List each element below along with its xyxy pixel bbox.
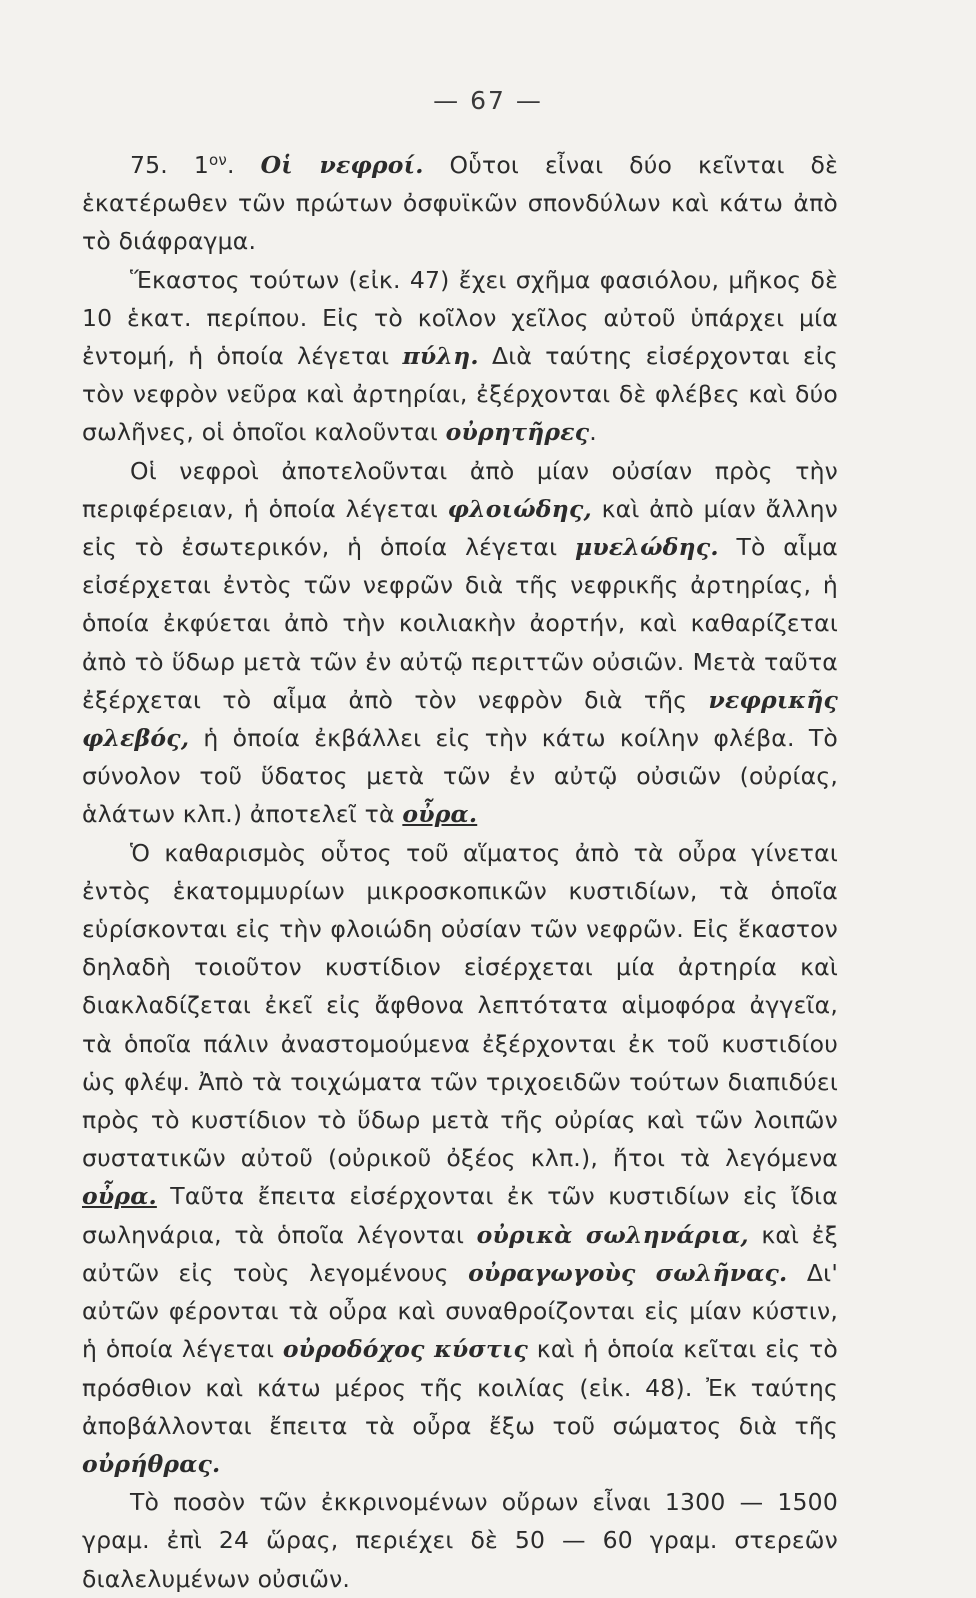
- term-oura-2: οὖρα.: [82, 1182, 157, 1211]
- section-number-dot: .: [227, 151, 261, 179]
- body-text: [82, 146, 838, 1598]
- text-span: Οὗτοι εἶναι δύο κεῖνται δὲ ἑκατέρωθεν τῶν πρώτων ὀσφυϊκῶν σπονδύλων καὶ κάτω ἀπὸ τὸ διάφραγμα.: [82, 151, 839, 256]
- text-span: .: [589, 418, 597, 447]
- text-span: Ταῦτα ἔπειτα εἰσέρχονται ἐκ τῶν κυστιδίων εἰς ἴδια σωληνάρια, τὰ ὁποῖα λέγονται: [82, 1182, 838, 1249]
- paragraph-kidney-structure: [82, 452, 838, 834]
- term-oureteres: οὐρητῆρες: [445, 418, 590, 447]
- text-span: Δι' αὐτῶν φέρονται τὰ οὖρα καὶ συναθροίζονται εἰς μίαν κύστιν, ἡ ὁποία λέγεται: [82, 1258, 838, 1364]
- term-renal-vein: νεφρικῆς φλεβός,: [82, 685, 838, 753]
- text-span: καὶ ἀπὸ μίαν ἄλλην εἰς τὸ ἐσωτερικόν, ἡ ὁποία λέγεται: [82, 494, 838, 562]
- ordinal-suffix: ον: [209, 151, 228, 169]
- text-span: Τὸ ποσὸν τῶν ἐκκρινομένων οὔρων εἶναι 1300 — 1500 γραμ. ἐπὶ 24 ὥρας, περιέχει δὲ 50 — 60 γραμ. στερεῶν διαλελυμένων οὐσιῶν.: [82, 1488, 838, 1593]
- term-collecting-ducts: οὐραγωγοὺς σωλῆνας.: [468, 1258, 788, 1287]
- paragraph-kidneys-intro: [82, 146, 838, 261]
- section-number: 75. 1: [130, 151, 210, 179]
- text-span: Ἕκαστος τούτων (εἰκ. 47) ἔχει σχῆμα φασιόλου, μῆκος δὲ 10 ἑκατ. περίπου. Εἰς τὸ κοῖλον χεῖλος αὐτοῦ ὑπάρχει μία ἐντομή, ἡ ὁποία λέγεται: [82, 265, 838, 371]
- text-span: Διὰ ταύτης εἰσέρχονται εἰς τὸν νεφρὸν νεῦρα καὶ ἀρτηρίαι, ἐξέρχονται δὲ φλέβες καὶ δύο σωλῆνες, οἱ ὁποῖοι καλοῦνται: [82, 342, 839, 447]
- page-number: — 67 —: [433, 86, 543, 115]
- heading-kidneys: Οἱ νεφροί.: [260, 151, 424, 179]
- paragraph-kidney-shape: [82, 261, 838, 452]
- text-span: καὶ ἡ ὁποία κεῖται εἰς τὸ πρόσθιον καὶ κάτω μέρος τῆς κοιλίας (εἰκ. 48). Ἐκ ταύτης ἀποβάλλονται ἔπειτα τὰ οὖρα ἔξω τοῦ σώματος διὰ τῆς: [82, 1335, 838, 1440]
- term-myelodis: μυελώδης.: [575, 533, 719, 562]
- paragraph-filtration: [82, 834, 838, 1483]
- text-span: καὶ ἐξ αὐτῶν εἰς τοὺς λεγομένους: [82, 1220, 838, 1287]
- term-floiodis: φλοιώδης,: [447, 494, 592, 523]
- term-oura: οὖρα.: [402, 800, 478, 829]
- term-urethra: οὐρήθρας.: [82, 1449, 221, 1478]
- term-urinary-bladder: οὐροδόχος κύστις: [282, 1335, 529, 1364]
- text-span: Ὁ καθαρισμὸς οὗτος τοῦ αἵματος ἀπὸ τὰ οὖρα γίνεται ἐντὸς ἑκατομμυρίων μικροσκοπικῶν κυστιδίων, τὰ ὁποῖα εὑρίσκονται εἰς τὴν φλοιώδη οὐσίαν τῶν νεφρῶν. Εἰς ἕκαστον δηλαδὴ τοιοῦτον κυστίδιον εἰσέρχεται μία ἀρτηρία καὶ διακλαδίζεται ἐκεῖ εἰς ἄφθονα λεπτότατα αἱμοφόρα ἀγγεῖα, τὰ ὁποῖα πάλιν ἀναστομούμενα ἐξέρχονται ἐκ τοῦ κυστιδίου ὡς φλέψ. Ἀπὸ τὰ τοιχώματα τῶν τριχοειδῶν τούτων διαπιδύει πρὸς τὸ κυστίδιον τὸ ὕδωρ μετὰ τῆς οὐρίας καὶ τῶν λοιπῶν συστατικῶν αὐτοῦ (οὐρικοῦ ὀξέος κλπ.), ἤτοι τὰ λεγόμενα: [82, 838, 838, 1173]
- text-span: Οἱ νεφροὶ ἀποτελοῦνται ἀπὸ μίαν οὐσίαν πρὸς τὴν περιφέρειαν, ἡ ὁποία λέγεται: [82, 456, 838, 523]
- paragraph-urine-quantity: [82, 1483, 838, 1598]
- text-span: Τὸ αἷμα εἰσέρχεται ἐντὸς τῶν νεφρῶν διὰ τῆς νεφρικῆς ἀρτηρίας, ἡ ὁποία ἐκφύεται ἀπὸ τὴν κοιλιακὴν ἀορτήν, καὶ καθαρίζεται ἀπὸ τὸ ὕδωρ μετὰ τῶν ἐν αὐτῷ περιττῶν οὐσιῶν. Μετὰ ταῦτα ἐξέρχεται τὸ αἷμα ἀπὸ τὸν νεφρὸν διὰ τῆς: [82, 533, 838, 714]
- term-pyli: πύλη.: [402, 342, 479, 371]
- term-urinary-tubules: οὐρικὰ σωληνάρια,: [476, 1220, 749, 1249]
- text-span: ἡ ὁποία ἐκβάλλει εἰς τὴν κάτω κοίλην φλέβα. Τὸ σύνολον τοῦ ὕδατος μετὰ τῶν ἐν αὐτῷ οὐσιῶν (οὐρίας, ἁλάτων κλπ.) ἀποτελεῖ τὰ: [82, 724, 838, 829]
